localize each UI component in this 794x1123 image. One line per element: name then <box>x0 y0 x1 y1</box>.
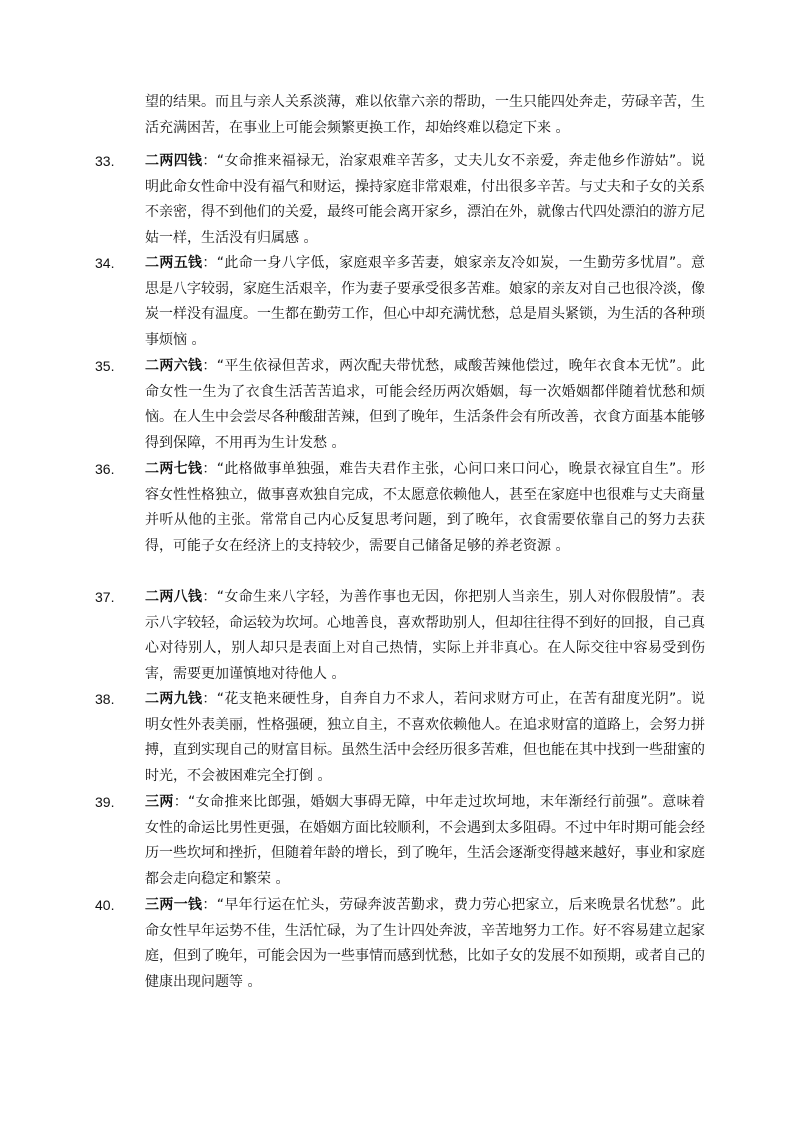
item-heading: 三两 <box>145 794 174 810</box>
item-number: 35. <box>95 358 115 374</box>
item-body <box>145 354 705 456</box>
item-number: 37. <box>95 589 115 605</box>
item-text: ：“早年行运在忙头，劳碌奔波苦勤求，费力劳心把家立，后来晚景名忧愁”。此命女性早年运势不佳，生活忙碌，为了生计四处奔波，辛苦地努力工作。好不容易建立起家庭，但到了晚年，可能会因为一些事情而感到忧愁，比如子女的发展不如预期，或者自己的健康出现问题等 。 <box>145 897 705 990</box>
item-heading: 三两一钱 <box>145 897 203 913</box>
item-heading: 二两六钱 <box>145 358 203 374</box>
item-text: ：“此格做事单独强，难告夫君作主张，心问口来口问心，晚景衣禄宜自生”。形容女性性格独立，做事喜欢独自完成，不太愿意依赖他人，甚至在家庭中也很难与丈夫商量并听从他的主张。常常自己内心反复思考问题，到了晚年，衣食需要依靠自己的努力去获得，可能子女在经济上的支持较少，需要自己储备足够的养老资源 。 <box>145 461 705 554</box>
item-number: 33. <box>95 153 115 169</box>
item-number: 36. <box>95 461 115 477</box>
item-heading: 二两八钱 <box>145 589 203 605</box>
item-number: 39. <box>95 794 115 810</box>
item-heading: 二两四钱 <box>145 153 203 169</box>
item-body <box>145 457 705 559</box>
intro-paragraph: 望的结果。而且与亲人关系淡薄，难以依靠六亲的帮助，一生只能四处奔走，劳碌辛苦，生活充满困苦，在事业上可能会频繁更换工作，却始终难以稳定下来 。 <box>145 94 705 136</box>
item-body <box>145 687 705 789</box>
item-text: ：“此命一身八字低，家庭艰辛多苦妻，娘家亲友冷如炭，一生勤劳多忧眉”。意思是八字较弱，家庭生活艰辛，作为妻子要承受很多苦难。娘家的亲友对自己也很冷淡，像炭一样没有温度。一生都在勤劳工作，但心中却充满忧愁，总是眉头紧锁，为生活的各种琐事烦恼 。 <box>145 255 705 348</box>
item-heading: 二两九钱 <box>145 691 203 707</box>
item-number: 34. <box>95 255 115 271</box>
item-text: ：“女命生来八字轻，为善作事也无因，你把别人当亲生，别人对你假殷情”。表示八字较轻，命运较为坎坷。心地善良，喜欢帮助别人，但却往往得不到好的回报，自己真心对待别人，别人却只是表面上对自己热情，实际上并非真心。在人际交往中容易受到伤害，需要更加谨慎地对待他人 。 <box>145 589 705 682</box>
item-text: ：“平生依禄但苦求，两次配夫带忧愁，咸酸苦辣他偿过，晚年衣食本无忧”。此命女性一生为了衣食生活苦苦追求，可能会经历两次婚姻，每一次婚姻都伴随着忧愁和烦恼。在人生中会尝尽各种酸甜苦辣，但到了晚年，生活条件会有所改善，衣食方面基本能够得到保障，不用再为生计发愁 。 <box>145 358 705 451</box>
item-heading: 二两七钱 <box>145 461 203 477</box>
item-text: ：“女命推来比郎强，婚姻大事碍无障，中年走过坎坷地，末年渐经行前强”。意味着女性的命运比男性更强，在婚姻方面比较顺利，不会遇到太多阻碍。不过中年时期可能会经历一些坎坷和挫折，但随着年龄的增长，到了晚年，生活会逐渐变得越来越好，事业和家庭都会走向稳定和繁荣 。 <box>145 794 705 887</box>
item-number: 38. <box>95 691 115 707</box>
item-text: ：“女命推来福禄无，治家艰难辛苦多，丈夫儿女不亲爱，奔走他乡作游姑”。说明此命女性命中没有福气和财运，操持家庭非常艰难，付出很多辛苦。与丈夫和子女的关系不亲密，得不到他们的关爱，最终可能会离开家乡，漂泊在外，就像古代四处漂泊的游方尼姑一样，生活没有归属感 。 <box>145 153 705 246</box>
item-heading: 二两五钱 <box>145 255 203 271</box>
item-body <box>145 149 705 251</box>
item-body <box>145 585 705 687</box>
item-body <box>145 790 705 892</box>
item-body <box>145 893 705 995</box>
item-number: 40. <box>95 897 115 913</box>
item-text: ：“花支艳来硬性身，自奔自力不求人，若问求财方可止，在苦有甜度光阴”。说明女性外表美丽，性格强硬，独立自主，不喜欢依赖他人。在追求财富的道路上，会努力拼搏，直到实现自己的财富目标。虽然生活中会经历很多苦难，但也能在其中找到一些甜蜜的时光，不会被困难完全打倒 。 <box>145 691 705 784</box>
item-body <box>145 251 705 353</box>
